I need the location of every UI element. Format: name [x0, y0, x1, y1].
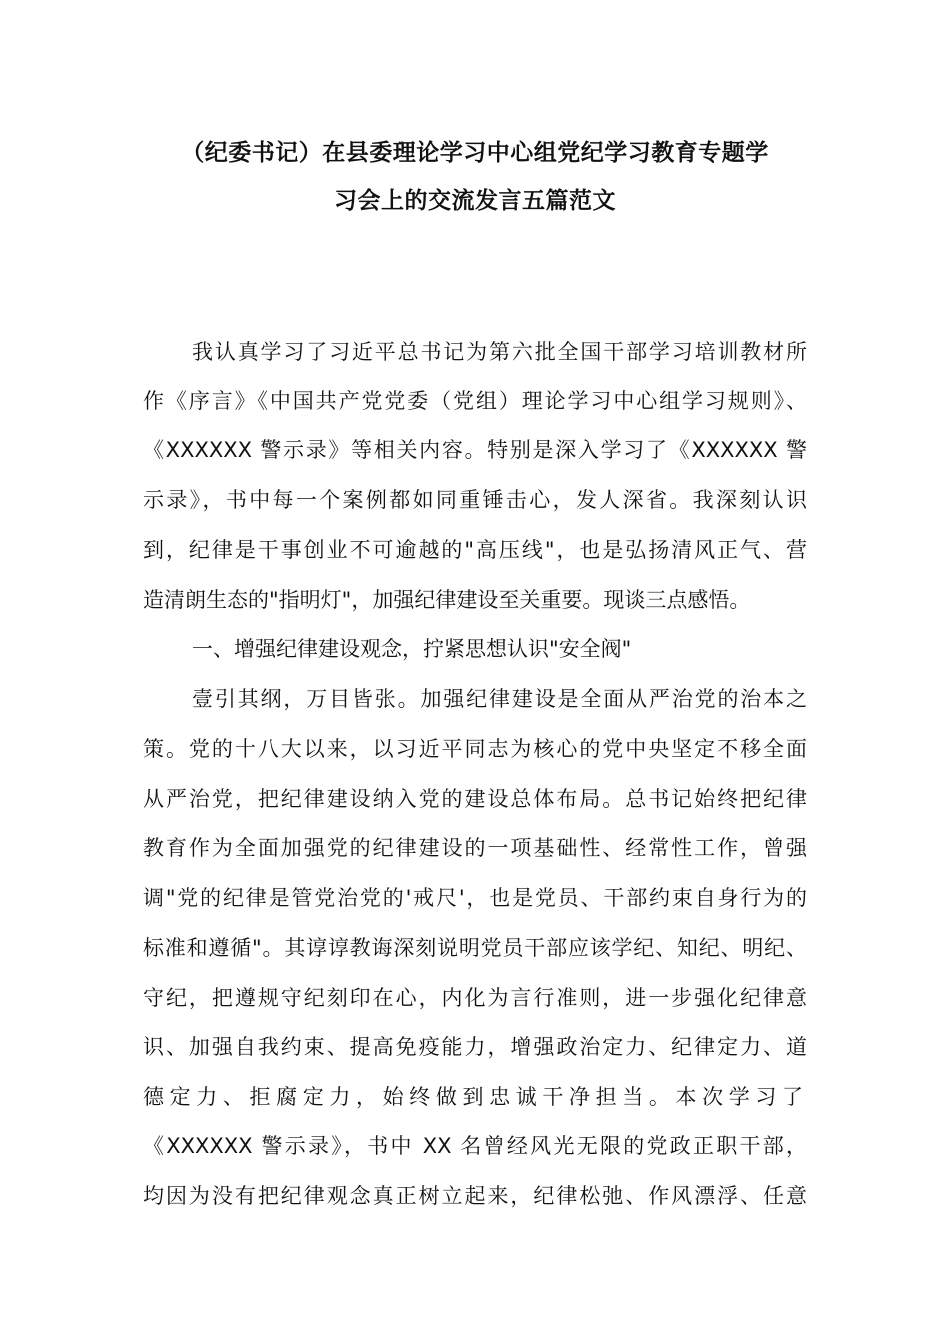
body-line: 标准和遵循"。其谆谆教诲深刻说明党员干部应该学纪、知纪、明纪、 — [143, 936, 807, 960]
body-line: 调"党的纪律是管党治党的'戒尺'，也是党员、干部约束自身行为的 — [143, 886, 807, 910]
section-heading: 一、增强纪律建设观念，拧紧思想认识"安全阀" — [192, 637, 632, 661]
body-line: 策。党的十八大以来，以习近平同志为核心的党中央坚定不移全面 — [143, 737, 807, 761]
body-line: 示录》，书中每一个案例都如同重锤击心，发人深省。我深刻认识 — [143, 488, 807, 512]
body-line: 识、加强自我约束、提高免疫能力，增强政治定力、纪律定力、道 — [143, 1035, 807, 1059]
body-line: 《XXXXXX 警示录》，书中 XX 名曾经风光无限的党政正职干部， — [143, 1134, 807, 1158]
body-line: 我认真学习了习近平总书记为第六批全国干部学习培训教材所 — [192, 340, 807, 364]
body-line: 《XXXXXX 警示录》等相关内容。特别是深入学习了《XXXXXX 警 — [143, 438, 807, 462]
body-line: 作《序言》《中国共产党党委（党组）理论学习中心组学习规则》、 — [143, 389, 807, 413]
body-line: 到，纪律是干事创业不可逾越的"高压线"，也是弘扬清风正气、营 — [143, 538, 807, 562]
body-line: 壹引其纲，万目皆张。加强纪律建设是全面从严治党的治本之 — [192, 687, 807, 711]
body-line: 均因为没有把纪律观念真正树立起来，纪律松弛、作风漂浮、任意 — [143, 1184, 807, 1208]
body-line: 德定力、拒腐定力，始终做到忠诚干净担当。本次学习了 — [143, 1085, 807, 1109]
body-line: 教育作为全面加强党的纪律建设的一项基础性、经常性工作，曾强 — [143, 836, 807, 860]
document-title-line-1: （纪委书记）在县委理论学习中心组党纪学习教育专题学 — [181, 140, 769, 166]
document-title-line-2: 习会上的交流发言五篇范文 — [334, 188, 616, 214]
body-line: 守纪，把遵规守纪刻印在心，内化为言行准则，进一步强化纪律意 — [143, 986, 807, 1010]
body-line: 从严治党，把纪律建设纳入党的建设总体布局。总书记始终把纪律 — [143, 787, 807, 811]
body-line: 造清朗生态的"指明灯"，加强纪律建设至关重要。现谈三点感悟。 — [143, 588, 751, 612]
